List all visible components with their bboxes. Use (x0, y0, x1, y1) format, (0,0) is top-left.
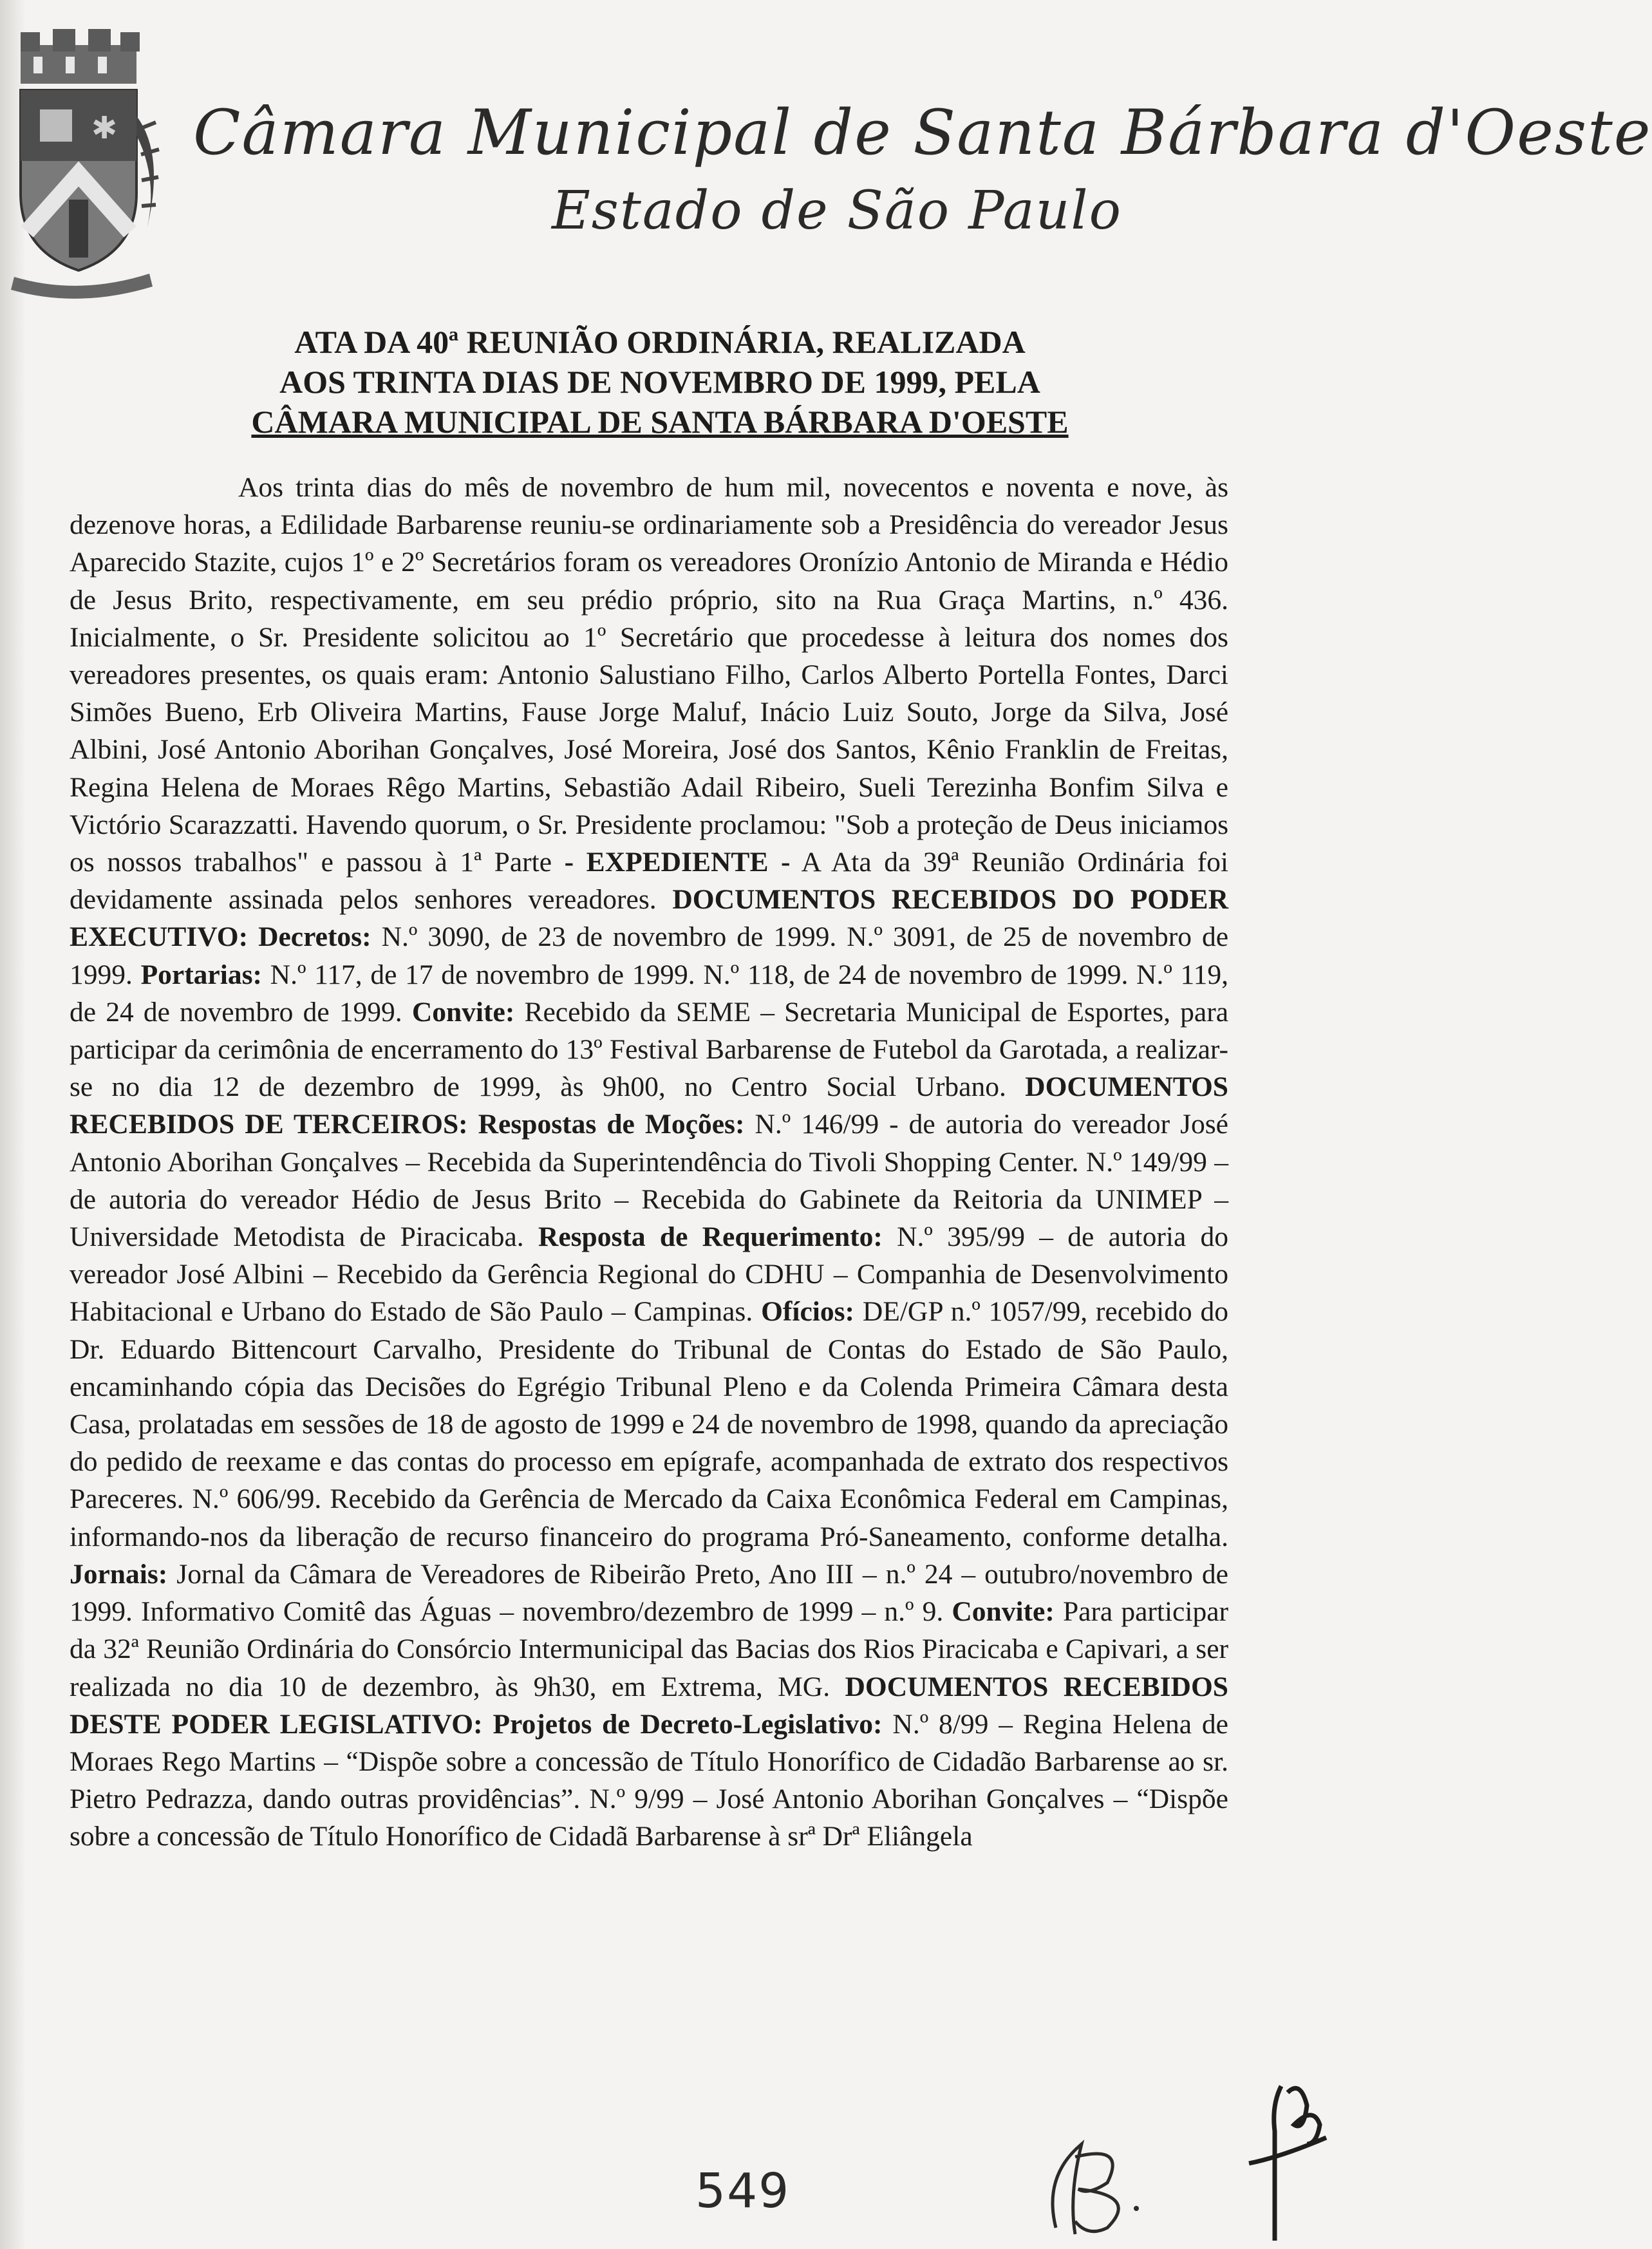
body-text-run: Para participar da 32ª Reunião Ordinária do Consórcio Intermunicipal das Bacias dos Rios Piracicaba e Capivari, a ser realizada no dia 10 de dezembro, às 9h30, em Extrema, MG. (70, 1596, 1228, 1702)
letterhead-chamber-name: Câmara Municipal de Santa Bárbara d'Oeste (193, 97, 1652, 169)
body-text-run: N.º 395/99 – de autoria do vereador José Albini – Recebido da Gerência Regional do CDHU – Companhia de Desenvolvimento Habitacional e Urbano do Estado de São Paulo – Campinas. (70, 1221, 1228, 1328)
minutes-body (70, 469, 1228, 1856)
handwritten-rubric-signature (1210, 2067, 1339, 2247)
body-text-run: Jornal da Câmara de Vereadores de Ribeirão Preto, Ano III – n.º 24 – outubro/novembro de 1999. Informativo Comitê das Águas – novembro/dezembro de 1999 – n.º 9. (70, 1558, 1228, 1628)
body-text-run: Recebido da SEME – Secretaria Municipal de Esportes, para participar da cerimônia de encerramento do 13º Festival Barbarense de Futebol da Garotada, a realizar-se no dia 12 de dezembro de 1999, às 9h00, no Centro Social Urbano. (70, 996, 1229, 1103)
section-heading: Resposta de Requerimento: (538, 1221, 883, 1253)
scan-edge-shadow (0, 0, 26, 2249)
body-text-run: N.º 8/99 – Regina Helena de Moraes Rego Martins – “Dispõe sobre a concessão de Título Honorífico de Cidadão Barbarense ao sr. Pietro Pedrazza, dando outras providências”. N.º 9/99 – José Antonio Aborihan Gonçalves – “Dispõe sobre a concessão de Título Honorífico de Cidadã Barbarense à srª Drª Eliângela (70, 1708, 1228, 1852)
letterhead-state-name: Estado de São Paulo (551, 180, 1123, 241)
section-heading: Convite: (952, 1596, 1055, 1628)
section-heading: Convite: (411, 996, 515, 1028)
page-number: 549 (695, 2163, 791, 2219)
section-heading: Jornais: (70, 1558, 168, 1590)
body-text-run: N.º 3090, de 23 de novembro de 1999. N.º 3091, de 25 de novembro de 1999. (70, 921, 1229, 990)
svg-text:✱: ✱ (91, 110, 118, 146)
body-text-run: A Ata da 39ª Reunião Ordinária foi devidamente assinada pelos senhores vereadores. (70, 847, 1228, 916)
section-heading: Portarias: (140, 959, 262, 990)
municipal-coat-of-arms-icon (8, 26, 169, 283)
title-line-3: CÂMARA MUNICIPAL DE SANTA BÁRBARA D'OESTE (251, 404, 1069, 440)
body-text-run: N.º 146/99 - de autoria do vereador José Antonio Aborihan Gonçalves – Recebida da Superintendência do Tivoli Shopping Center. N.º 149/99 – de autoria do vereador Hédio de Jesus Brito – Recebida do Gabinete da Reitoria da UNIMEP – Universidade Metodista de Piracicaba. (70, 1109, 1228, 1253)
section-heading: DOCUMENTOS RECEBIDOS DE TERCEIROS: Respostas de Moções: (70, 1071, 1228, 1140)
handwritten-initials-signature (1030, 2118, 1159, 2247)
section-heading: DOCUMENTOS RECEBIDOS DO PODER EXECUTIVO: Decretos: (70, 884, 1228, 953)
document-title (212, 322, 1107, 442)
body-text-run: N.º 117, de 17 de novembro de 1999. N.º 118, de 24 de novembro de 1999. N.º 119, de 24 de novembro de 1999. (70, 959, 1229, 1028)
section-heading: DOCUMENTOS RECEBIDOS DESTE PODER LEGISLATIVO: Projetos de Decreto-Legislativo: (70, 1671, 1228, 1740)
section-heading: - EXPEDIENTE - (564, 847, 791, 878)
body-text-run: DE/GP n.º 1057/99, recebido do Dr. Eduardo Bittencourt Carvalho, Presidente do Tribunal de Contas do Estado de São Paulo, encaminhando cópia das Decisões do Egrégio Tribunal Pleno e da Colenda Primeira Câmara desta Casa, prolatadas em sessões de 18 de agosto de 1999 e 24 de novembro de 1998, quando da apreciação do pedido de reexame e das contas do processo em epígrafe, acompanhada de extrato dos respectivos Pareceres. N.º 606/99. Recebido da Gerência de Mercado da Caixa Econômica Federal em Campinas, informando-nos da liberação de recurso financeiro do programa Pró-Saneamento, conforme detalha. (70, 1296, 1228, 1552)
section-heading: Ofícios: (761, 1296, 855, 1328)
title-line-1: ATA DA 40ª REUNIÃO ORDINÁRIA, REALIZADA (294, 324, 1026, 360)
title-line-2: AOS TRINTA DIAS DE NOVEMBRO DE 1999, PELA (279, 364, 1040, 400)
body-text-run: Aos trinta dias do mês de novembro de hum mil, novecentos e noventa e nove, às dezenove horas, a Edilidade Barbarense reuniu-se ordinariamente sob a Presidência do vereador Jesus Aparecido Stazite, cujos 1º e 2º Secretários foram os vereadores Oronízio Antonio de Miranda e Hédio de Jesus Brito, respectivamente, em seu prédio próprio, sito na Rua Graça Martins, n.º 436. Inicialmente, o Sr. Presidente solicitou ao 1º Secretário que procedesse à leitura dos nomes dos vereadores presentes, os quais eram: Antonio Salustiano Filho, Carlos Alberto Portella Fontes, Darci Simões Bueno, Erb Oliveira Martins, Fause Jorge Maluf, Inácio Luiz Souto, Jorge da Silva, José Albini, José Antonio Aborihan Gonçalves, José Moreira, José dos Santos, Kênio Franklin de Freitas, Regina Helena de Moraes Rêgo Martins, Sebastião Adail Ribeiro, Sueli Terezinha Bonfim Silva e Victório Scarazzatti. Havendo quorum, o Sr. Presidente proclamou: "Sob a proteção de Deus iniciamos os nossos trabalhos" e passou à 1ª Parte (70, 472, 1228, 878)
